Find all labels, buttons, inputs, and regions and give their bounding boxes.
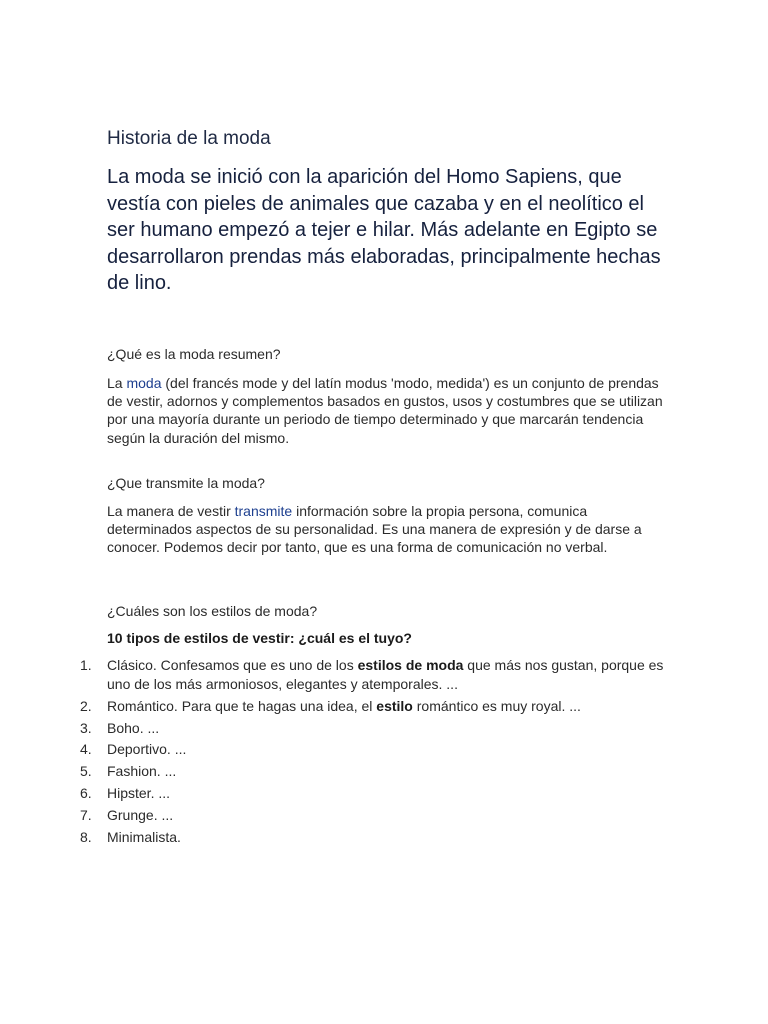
list-item-text: Grunge. ...: [107, 806, 174, 823]
list-item: [80, 762, 670, 781]
document-title: Historia de la moda: [107, 128, 271, 149]
list-item-text: Romántico. Para que te hagas una idea, el: [107, 697, 377, 714]
styles-subtitle: 10 tipos de estilos de vestir: ¿cuál es el tuyo?: [107, 630, 412, 646]
list-item: [80, 828, 670, 847]
list-item: [80, 719, 670, 738]
list-item-text: Minimalista.: [107, 828, 181, 845]
list-item: [80, 697, 670, 716]
list-item: [80, 740, 670, 759]
link-transmite[interactable]: transmite: [234, 503, 293, 519]
list-item-number: 1.: [80, 657, 92, 673]
list-item-text: Hipster. ...: [107, 784, 171, 801]
list-item-number: 3.: [80, 719, 92, 736]
list-item-number: 4.: [80, 741, 92, 758]
list-item-number: 5.: [80, 763, 92, 780]
list-item-text: romántico es muy royal. ...: [412, 697, 581, 714]
question-fashion-styles: ¿Cuáles son los estilos de moda?: [107, 603, 318, 619]
list-item-bold: estilos de moda: [357, 657, 464, 673]
paragraph-text: La manera de vestir: [107, 503, 235, 519]
list-item-number: 2.: [80, 697, 92, 714]
paragraph-what-is-fashion: [107, 374, 667, 447]
list-item: [80, 806, 670, 825]
list-item-number: 8.: [80, 828, 92, 845]
question-what-fashion-transmits: ¿Que transmite la moda?: [107, 475, 265, 491]
paragraph-text: La: [107, 375, 127, 391]
question-what-is-fashion: ¿Qué es la moda resumen?: [107, 346, 281, 362]
list-item: [80, 656, 670, 694]
link-moda[interactable]: moda: [126, 375, 162, 391]
list-item-text: Boho. ...: [107, 719, 160, 736]
paragraph-what-fashion-transmits: [107, 502, 667, 557]
list-item-number: 6.: [80, 784, 92, 801]
list-item-text: Clásico. Confesamos que es uno de los: [107, 657, 358, 673]
intro-paragraph: La moda se inició con la aparición del Homo Sapiens, que vestía con pieles de animales que cazaba y en el neolítico el ser humano empezó a tejer e hilar. Más adelante en Egipto se desarrollaron prendas más elaboradas, principalmente hechas de lino.: [107, 166, 661, 294]
list-item-text: Fashion. ...: [107, 763, 177, 780]
list-item-text: Deportivo. ...: [107, 741, 187, 758]
list-item-bold: estilo: [376, 697, 413, 714]
list-item-number: 7.: [80, 806, 92, 823]
paragraph-text: información sobre la propia persona, comunica determinados aspectos de su personalidad. Es una manera de expresión y de darse a conocer. Podemos decir por tanto, que es una forma de comunicación no verbal.: [107, 503, 642, 556]
paragraph-text: (del francés mode y del latín modus 'modo, medida') es un conjunto de prendas de vestir, adornos y complementos basados en gustos, usos y costumbres que se utilizan por una mayoría durante un periodo de tiempo determinado y que marcarán tendencia según la duración del mismo.: [107, 375, 663, 446]
list-item-text: que más nos gustan, porque es uno de los más armoniosos, elegantes y atemporales. ...: [107, 657, 664, 692]
list-item: [80, 784, 670, 803]
styles-list: [80, 656, 670, 849]
